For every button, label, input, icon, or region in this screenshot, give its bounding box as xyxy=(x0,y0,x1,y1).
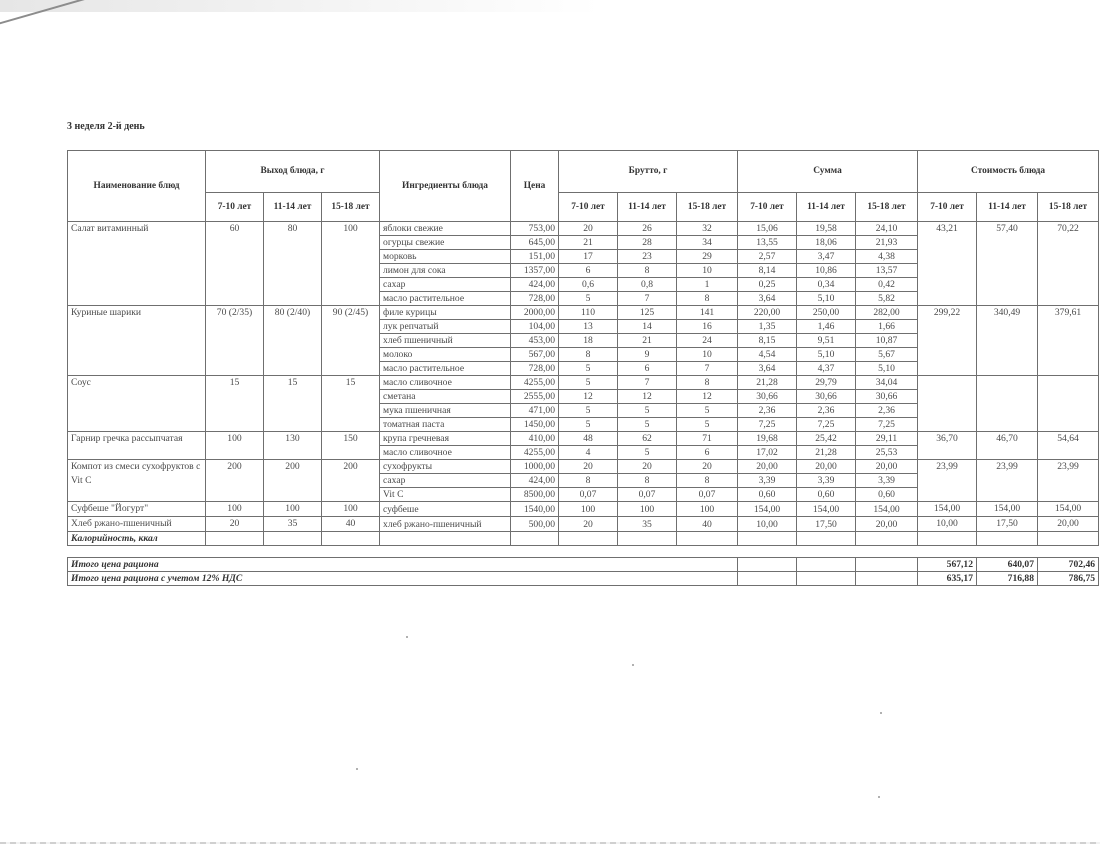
brutto-value: 35 xyxy=(618,517,677,532)
table-cell xyxy=(797,572,856,586)
age-header: 11-14 лет xyxy=(264,193,322,222)
brutto-value: 8 xyxy=(618,474,677,488)
dish-output: 60 xyxy=(206,222,264,306)
age-header: 15-18 лет xyxy=(677,193,738,222)
table-subheader-row xyxy=(68,193,1099,222)
brutto-value: 14 xyxy=(618,320,677,334)
brutto-value: 5 xyxy=(559,404,618,418)
brutto-value: 20 xyxy=(559,222,618,236)
table-cell xyxy=(856,572,918,586)
spacer-row xyxy=(68,546,1099,558)
sum-value: 20,00 xyxy=(856,517,918,532)
brutto-value: 16 xyxy=(677,320,738,334)
col-header-dish: Наименование блюд xyxy=(68,151,206,222)
spacer-cell xyxy=(68,546,1099,558)
dish-cost: 54,64 xyxy=(1038,432,1099,460)
ingredient-price: 471,00 xyxy=(511,404,559,418)
dish-cost xyxy=(918,376,977,432)
sum-value: 29,11 xyxy=(856,432,918,446)
dish-output: 200 xyxy=(322,460,380,502)
table-row xyxy=(68,502,1099,517)
brutto-value: 0,07 xyxy=(559,488,618,502)
ingredient-price: 645,00 xyxy=(511,236,559,250)
dish-cost: 154,00 xyxy=(1038,502,1099,517)
brutto-value: 10 xyxy=(677,348,738,362)
ingredient-name: лук репчатый xyxy=(380,320,511,334)
sum-value: 154,00 xyxy=(738,502,797,517)
dish-output: 200 xyxy=(206,460,264,502)
dish-cost xyxy=(977,376,1038,432)
sum-value: 0,60 xyxy=(856,488,918,502)
dish-cost: 154,00 xyxy=(977,502,1038,517)
table-cell xyxy=(206,532,264,546)
brutto-value: 6 xyxy=(559,264,618,278)
scan-bottom-edge xyxy=(0,842,1100,844)
ingredient-price: 500,00 xyxy=(511,517,559,532)
sum-value: 24,10 xyxy=(856,222,918,236)
brutto-value: 1 xyxy=(677,278,738,292)
ingredient-name: молоко xyxy=(380,348,511,362)
brutto-value: 0,6 xyxy=(559,278,618,292)
dish-cost: 36,70 xyxy=(918,432,977,460)
sum-value: 25,42 xyxy=(797,432,856,446)
dish-cost: 154,00 xyxy=(918,502,977,517)
dish-output: 15 xyxy=(206,376,264,432)
table-cell xyxy=(797,558,856,572)
sum-value: 5,67 xyxy=(856,348,918,362)
sum-value: 154,00 xyxy=(797,502,856,517)
sum-value: 17,50 xyxy=(797,517,856,532)
dish-output: 100 xyxy=(206,432,264,460)
brutto-value: 100 xyxy=(559,502,618,517)
sum-value: 0,34 xyxy=(797,278,856,292)
age-header: 7-10 лет xyxy=(559,193,618,222)
dish-output: 100 xyxy=(206,502,264,517)
ingredient-price: 424,00 xyxy=(511,474,559,488)
table-cell xyxy=(618,532,677,546)
ingredient-price: 4255,00 xyxy=(511,376,559,390)
sum-value: 0,42 xyxy=(856,278,918,292)
ingredient-price: 1357,00 xyxy=(511,264,559,278)
sum-value: 4,37 xyxy=(797,362,856,376)
sum-value: 3,64 xyxy=(738,362,797,376)
dish-output: 90 (2/45) xyxy=(322,306,380,376)
dish-cost: 70,22 xyxy=(1038,222,1099,306)
ingredient-name: огурцы свежие xyxy=(380,236,511,250)
brutto-value: 7 xyxy=(618,376,677,390)
brutto-value: 34 xyxy=(677,236,738,250)
sum-value: 19,58 xyxy=(797,222,856,236)
ingredient-name: суфбеше xyxy=(380,502,511,517)
brutto-value: 20 xyxy=(559,460,618,474)
table-row xyxy=(68,460,1099,474)
ingredient-name: масло растительное xyxy=(380,292,511,306)
sum-value: 3,39 xyxy=(797,474,856,488)
age-header: 7-10 лет xyxy=(206,193,264,222)
ingredient-price: 728,00 xyxy=(511,292,559,306)
ingredient-price: 567,00 xyxy=(511,348,559,362)
age-header: 11-14 лет xyxy=(977,193,1038,222)
ingredient-price: 410,00 xyxy=(511,432,559,446)
ingredient-price: 2000,00 xyxy=(511,306,559,320)
dish-cost: 23,99 xyxy=(918,460,977,502)
age-header: 11-14 лет xyxy=(618,193,677,222)
calories-label: Калорийность, ккал xyxy=(68,532,206,546)
brutto-value: 24 xyxy=(677,334,738,348)
brutto-value: 21 xyxy=(559,236,618,250)
dish-output: 200 xyxy=(264,460,322,502)
ingredient-name: масло сливочное xyxy=(380,376,511,390)
brutto-value: 6 xyxy=(618,362,677,376)
brutto-value: 110 xyxy=(559,306,618,320)
sum-value: 9,51 xyxy=(797,334,856,348)
sum-value: 8,15 xyxy=(738,334,797,348)
sum-value: 25,53 xyxy=(856,446,918,460)
dish-cost: 46,70 xyxy=(977,432,1038,460)
col-header-output: Выход блюда, г xyxy=(206,151,380,193)
sum-value: 20,00 xyxy=(797,460,856,474)
total-vat-value: 786,75 xyxy=(1038,572,1099,586)
brutto-value: 8 xyxy=(677,376,738,390)
total-vat-value: 635,17 xyxy=(918,572,977,586)
sum-value: 1,35 xyxy=(738,320,797,334)
scan-speck xyxy=(406,636,408,638)
age-header: 7-10 лет xyxy=(918,193,977,222)
table-cell xyxy=(1038,532,1099,546)
sum-value: 3,39 xyxy=(738,474,797,488)
brutto-value: 100 xyxy=(677,502,738,517)
table-row xyxy=(68,517,1099,532)
sum-value: 34,04 xyxy=(856,376,918,390)
age-header: 15-18 лет xyxy=(1038,193,1099,222)
sum-value: 15,06 xyxy=(738,222,797,236)
age-header: 15-18 лет xyxy=(322,193,380,222)
table-row xyxy=(68,222,1099,236)
table-cell xyxy=(918,532,977,546)
dish-cost: 10,00 xyxy=(918,517,977,532)
dish-output: 100 xyxy=(322,222,380,306)
brutto-value: 7 xyxy=(677,362,738,376)
ingredient-price: 728,00 xyxy=(511,362,559,376)
dish-output: 70 (2/35) xyxy=(206,306,264,376)
dish-cost: 379,61 xyxy=(1038,306,1099,376)
brutto-value: 13 xyxy=(559,320,618,334)
dish-cost: 23,99 xyxy=(977,460,1038,502)
brutto-value: 0,8 xyxy=(618,278,677,292)
sum-value: 3,39 xyxy=(856,474,918,488)
table-header-row xyxy=(68,151,1099,193)
sum-value: 20,00 xyxy=(856,460,918,474)
sum-value: 7,25 xyxy=(856,418,918,432)
dish-output: 40 xyxy=(322,517,380,532)
ingredient-price: 1000,00 xyxy=(511,460,559,474)
sum-value: 4,38 xyxy=(856,250,918,264)
col-header-price: Цена xyxy=(511,151,559,222)
brutto-value: 29 xyxy=(677,250,738,264)
brutto-value: 62 xyxy=(618,432,677,446)
dish-cost: 23,99 xyxy=(1038,460,1099,502)
ingredient-name: Vit C xyxy=(380,488,511,502)
brutto-value: 125 xyxy=(618,306,677,320)
dish-name: Суфбеше "Йогурт" xyxy=(68,502,206,517)
table-cell xyxy=(738,558,797,572)
brutto-value: 0,07 xyxy=(618,488,677,502)
sum-value: 7,25 xyxy=(738,418,797,432)
dish-output: 15 xyxy=(322,376,380,432)
brutto-value: 5 xyxy=(618,404,677,418)
dish-output: 130 xyxy=(264,432,322,460)
brutto-value: 28 xyxy=(618,236,677,250)
dish-output: 20 xyxy=(206,517,264,532)
dish-output: 15 xyxy=(264,376,322,432)
brutto-value: 21 xyxy=(618,334,677,348)
ingredient-price: 151,00 xyxy=(511,250,559,264)
dish-output: 100 xyxy=(264,502,322,517)
table-body xyxy=(68,222,1099,586)
sum-value: 19,68 xyxy=(738,432,797,446)
total-vat-label: Итого цена рациона с учетом 12% НДС xyxy=(68,572,738,586)
dish-name: Соус xyxy=(68,376,206,432)
table-cell xyxy=(738,532,797,546)
brutto-value: 0,07 xyxy=(677,488,738,502)
sum-value: 2,36 xyxy=(856,404,918,418)
sum-value: 1,46 xyxy=(797,320,856,334)
brutto-value: 5 xyxy=(618,446,677,460)
age-header: 7-10 лет xyxy=(738,193,797,222)
sum-value: 17,02 xyxy=(738,446,797,460)
ingredient-price: 104,00 xyxy=(511,320,559,334)
dish-output: 80 (2/40) xyxy=(264,306,322,376)
sum-value: 0,60 xyxy=(797,488,856,502)
table-cell xyxy=(264,532,322,546)
scan-speck xyxy=(356,768,358,770)
ingredient-name: хлеб пшеничный xyxy=(380,334,511,348)
dish-output: 150 xyxy=(322,432,380,460)
ingredient-price: 453,00 xyxy=(511,334,559,348)
sum-value: 8,14 xyxy=(738,264,797,278)
sum-value: 282,00 xyxy=(856,306,918,320)
table-cell xyxy=(322,532,380,546)
table-row xyxy=(68,306,1099,320)
dish-name: Куриные шарики xyxy=(68,306,206,376)
sum-value: 3,47 xyxy=(797,250,856,264)
dish-output: 35 xyxy=(264,517,322,532)
table-cell xyxy=(511,532,559,546)
brutto-value: 5 xyxy=(559,362,618,376)
ingredient-name: мука пшеничная xyxy=(380,404,511,418)
brutto-value: 20 xyxy=(618,460,677,474)
sum-value: 5,10 xyxy=(856,362,918,376)
dish-cost: 17,50 xyxy=(977,517,1038,532)
table-cell xyxy=(559,532,618,546)
brutto-value: 8 xyxy=(677,474,738,488)
sum-value: 10,87 xyxy=(856,334,918,348)
ingredient-price: 8500,00 xyxy=(511,488,559,502)
sum-value: 5,10 xyxy=(797,348,856,362)
col-header-ingredients: Ингредиенты блюда xyxy=(380,151,511,222)
table-row xyxy=(68,432,1099,446)
sum-value: 20,00 xyxy=(738,460,797,474)
brutto-value: 8 xyxy=(677,292,738,306)
dish-cost: 20,00 xyxy=(1038,517,1099,532)
ingredient-price: 753,00 xyxy=(511,222,559,236)
brutto-value: 5 xyxy=(677,418,738,432)
ingredient-price: 1450,00 xyxy=(511,418,559,432)
ingredient-name: хлеб ржано-пшеничный xyxy=(380,517,511,532)
dish-name: Салат витаминный xyxy=(68,222,206,306)
brutto-value: 48 xyxy=(559,432,618,446)
sum-value: 5,82 xyxy=(856,292,918,306)
sum-value: 7,25 xyxy=(797,418,856,432)
brutto-value: 7 xyxy=(618,292,677,306)
sum-value: 2,57 xyxy=(738,250,797,264)
total-value: 567,12 xyxy=(918,558,977,572)
brutto-value: 8 xyxy=(559,348,618,362)
sum-value: 4,54 xyxy=(738,348,797,362)
sum-value: 3,64 xyxy=(738,292,797,306)
col-header-cost: Стоимость блюда xyxy=(918,151,1099,193)
table-cell xyxy=(856,532,918,546)
brutto-value: 12 xyxy=(677,390,738,404)
brutto-value: 26 xyxy=(618,222,677,236)
table-cell xyxy=(856,558,918,572)
brutto-value: 71 xyxy=(677,432,738,446)
total-value: 640,07 xyxy=(977,558,1038,572)
brutto-value: 5 xyxy=(618,418,677,432)
sum-value: 250,00 xyxy=(797,306,856,320)
sum-value: 1,66 xyxy=(856,320,918,334)
sum-value: 0,60 xyxy=(738,488,797,502)
sum-value: 30,66 xyxy=(738,390,797,404)
brutto-value: 8 xyxy=(618,264,677,278)
age-header: 15-18 лет xyxy=(856,193,918,222)
sum-value: 13,55 xyxy=(738,236,797,250)
total-vat-row xyxy=(68,572,1099,586)
ingredient-name: сахар xyxy=(380,278,511,292)
brutto-value: 100 xyxy=(618,502,677,517)
brutto-value: 32 xyxy=(677,222,738,236)
ingredient-price: 1540,00 xyxy=(511,502,559,517)
ingredient-name: сухофрукты xyxy=(380,460,511,474)
ingredient-name: сметана xyxy=(380,390,511,404)
brutto-value: 5 xyxy=(559,292,618,306)
ingredient-name: масло растительное xyxy=(380,362,511,376)
brutto-value: 12 xyxy=(559,390,618,404)
sum-value: 18,06 xyxy=(797,236,856,250)
total-label: Итого цена рациона xyxy=(68,558,738,572)
dish-name: Гарнир гречка рассыпчатая xyxy=(68,432,206,460)
ingredient-name: крупа гречневая xyxy=(380,432,511,446)
total-vat-value: 716,88 xyxy=(977,572,1038,586)
sum-value: 13,57 xyxy=(856,264,918,278)
ingredient-name: яблоки свежие xyxy=(380,222,511,236)
brutto-value: 17 xyxy=(559,250,618,264)
dish-output: 100 xyxy=(322,502,380,517)
table-cell xyxy=(380,532,511,546)
sum-value: 21,28 xyxy=(738,376,797,390)
ingredient-price: 2555,00 xyxy=(511,390,559,404)
age-header: 11-14 лет xyxy=(797,193,856,222)
dish-name: Хлеб ржано-пшеничный xyxy=(68,517,206,532)
sum-value: 21,28 xyxy=(797,446,856,460)
dish-cost: 43,21 xyxy=(918,222,977,306)
sum-value: 5,10 xyxy=(797,292,856,306)
ingredient-price: 4255,00 xyxy=(511,446,559,460)
sum-value: 10,86 xyxy=(797,264,856,278)
total-row xyxy=(68,558,1099,572)
brutto-value: 5 xyxy=(559,376,618,390)
ingredient-price: 424,00 xyxy=(511,278,559,292)
sum-value: 2,36 xyxy=(738,404,797,418)
dish-cost: 57,40 xyxy=(977,222,1038,306)
ingredient-name: морковь xyxy=(380,250,511,264)
ingredient-name: масло сливочное xyxy=(380,446,511,460)
ingredient-name: сахар xyxy=(380,474,511,488)
sum-value: 21,93 xyxy=(856,236,918,250)
brutto-value: 141 xyxy=(677,306,738,320)
brutto-value: 9 xyxy=(618,348,677,362)
col-header-sum: Сумма xyxy=(738,151,918,193)
table-cell xyxy=(977,532,1038,546)
sum-value: 10,00 xyxy=(738,517,797,532)
table-cell xyxy=(738,572,797,586)
dish-cost: 299,22 xyxy=(918,306,977,376)
calories-row xyxy=(68,532,1099,546)
col-header-brutto: Брутто, г xyxy=(559,151,738,193)
sum-value: 154,00 xyxy=(856,502,918,517)
brutto-value: 12 xyxy=(618,390,677,404)
brutto-value: 4 xyxy=(559,446,618,460)
ingredient-name: томатная паста xyxy=(380,418,511,432)
sum-value: 30,66 xyxy=(856,390,918,404)
sum-value: 29,79 xyxy=(797,376,856,390)
ingredient-name: лимон для сока xyxy=(380,264,511,278)
brutto-value: 18 xyxy=(559,334,618,348)
table-row xyxy=(68,376,1099,390)
brutto-value: 40 xyxy=(677,517,738,532)
sum-value: 30,66 xyxy=(797,390,856,404)
brutto-value: 5 xyxy=(677,404,738,418)
brutto-value: 5 xyxy=(559,418,618,432)
brutto-value: 10 xyxy=(677,264,738,278)
brutto-value: 8 xyxy=(559,474,618,488)
dish-cost xyxy=(1038,376,1099,432)
dish-name: Компот из смеси сухофруктов с Vit C xyxy=(68,460,206,502)
sum-value: 0,25 xyxy=(738,278,797,292)
total-value: 702,46 xyxy=(1038,558,1099,572)
sum-value: 2,36 xyxy=(797,404,856,418)
brutto-value: 6 xyxy=(677,446,738,460)
ingredient-name: филе курицы xyxy=(380,306,511,320)
table-cell xyxy=(677,532,738,546)
dish-output: 80 xyxy=(264,222,322,306)
table-cell xyxy=(797,532,856,546)
scan-speck xyxy=(880,712,882,714)
scan-top-shadow xyxy=(0,0,600,12)
brutto-value: 20 xyxy=(677,460,738,474)
sum-value: 220,00 xyxy=(738,306,797,320)
menu-cost-table xyxy=(67,150,1099,586)
dish-cost: 340,49 xyxy=(977,306,1038,376)
scan-speck xyxy=(878,796,880,798)
scan-speck xyxy=(632,664,634,666)
brutto-value: 23 xyxy=(618,250,677,264)
brutto-value: 20 xyxy=(559,517,618,532)
page-title: 3 неделя 2-й день xyxy=(67,121,145,132)
